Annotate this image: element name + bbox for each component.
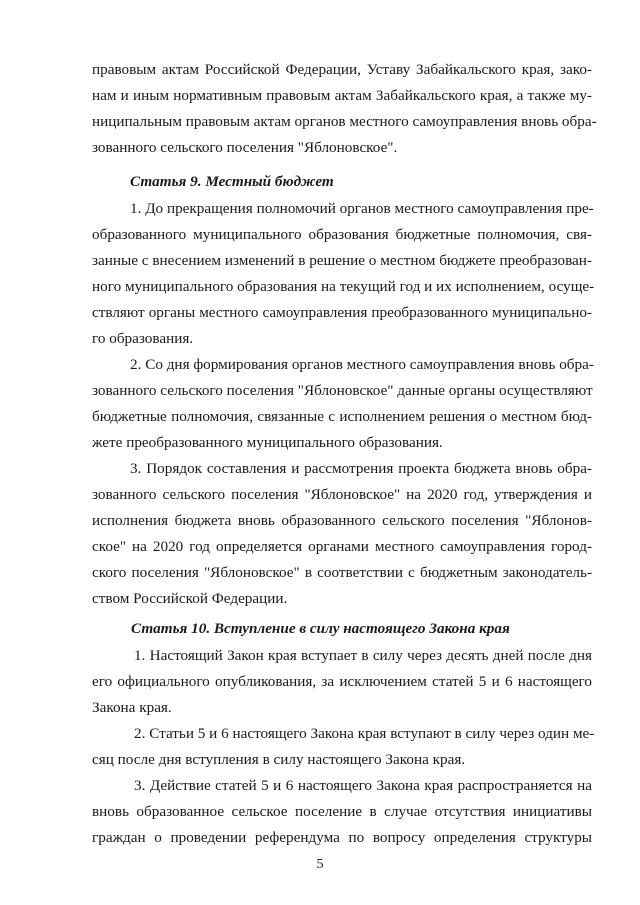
text-line: ского поселения "Яблоновское" в соответствии с бюджетным законодатель- [92,564,592,581]
text-line: Закона края. [92,699,172,716]
text-line: ское" на 2020 год определяется органами местного самоуправления город- [92,538,592,555]
text-line: зованного сельского поселения "Яблоновское". [92,139,398,156]
text-line: бюджетные полномочия, связанные с исполнением решения о местном бюд- [92,408,592,425]
text-line: ствляют органы местного самоуправления преобразованного муниципально- [92,304,592,321]
text-line: образованного муниципального образования бюджетные полномочия, свя- [92,226,592,243]
text-line: сяц после дня вступления в силу настоящего Закона края. [92,751,466,768]
text-line: исполнения бюджета вновь образованного сельского поселения "Яблонов- [92,512,592,529]
text-line: занные с внесением изменений в решение о местном бюджете преобразован- [92,252,592,269]
text-line: граждан о проведении референдума по вопросу определения структуры [92,829,592,846]
text-line: 2. Со дня формирования органов местного самоуправления вновь обра- [130,356,594,373]
text-line: вновь образованное сельское поселение в случае отсутствия инициативы [92,803,592,820]
text-line: его официального опубликования, за исключением статей 5 и 6 настоящего [92,673,592,690]
text-line: 1. До прекращения полномочий органов местного самоуправления пре- [130,200,594,217]
text-line: зованного сельского поселения "Яблоновское" на 2020 год, утверждения и [92,486,592,503]
text-line: правовым актам Российской Федерации, Уставу Забайкальского края, зако- [92,61,592,78]
text-line: ством Российской Федерации. [92,590,288,607]
article-9-heading: Статья 9. Местный бюджет [130,173,334,190]
text-line: 3. Действие статей 5 и 6 настоящего Закона края распространяется на [134,777,592,794]
text-line: зованного сельского поселения "Яблоновское" данные органы осуществляют [92,382,593,399]
text-line: 3. Порядок составления и рассмотрения проекта бюджета вновь обра- [130,460,592,477]
text-line: жете преобразованного муниципального образования. [92,434,443,451]
text-line: ного муниципального образования на текущий год и их исполнением, осуще- [92,278,595,295]
article-10-heading: Статья 10. Вступление в силу настоящего Закона края [131,620,510,637]
text-line: ниципальным правовым актам органов местного самоуправления вновь обра- [92,113,597,130]
text-line: нам и иным нормативным правовым актам Забайкальского края, а также му- [92,87,592,104]
text-line: го образования. [92,330,194,347]
text-line: 1. Настоящий Закон края вступает в силу через десять дней после дня [134,647,592,664]
text-line: 2. Статьи 5 и 6 настоящего Закона края вступают в силу через один ме- [134,725,595,742]
page-number: 5 [316,857,324,872]
